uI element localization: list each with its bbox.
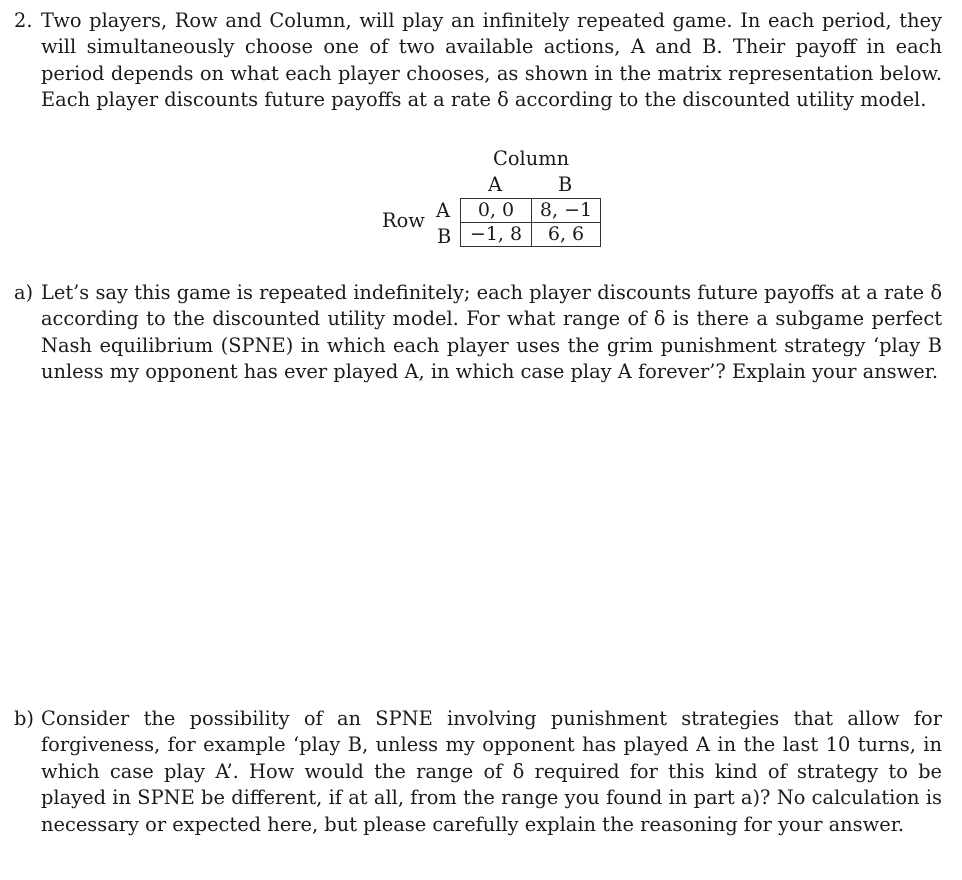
payoff-row-a [461,199,601,223]
question-2 [14,8,942,114]
column-player-label: Column [493,147,570,170]
payoff-table [460,198,601,247]
part-a-text: Let’s say this game is repeated indefinitely; each player discounts future payoffs at a rate δ according to the discounted utility model. For what range of δ is there a subgame perfect Nash equilibrium (SPNE) in which each player uses the grim punishment strategy ‘play B unless my opponent has ever played A, in which case play A forever’? Explain your answer. [41,281,942,384]
part-a [14,280,942,386]
payoff-cell-bb: 6, 6 [532,223,601,247]
row-action-a: A [436,199,451,222]
part-a-label: a) [14,281,34,304]
column-action-b: B [558,173,573,196]
payoff-row-b [461,223,601,247]
part-b-label: b) [14,707,34,730]
column-action-a: A [488,173,503,196]
payoff-matrix [380,144,620,254]
part-b [14,706,942,838]
row-player-label: Row [382,209,425,232]
question-text: Two players, Row and Column, will play an infinitely repeated game. In each period, they will simultaneously choose one of two available actions, A and B. Their payoff in each period depends on what each player chooses, as shown in the matrix representation below. Each player discounts future payoffs at a rate δ according to the discounted utility model. [41,9,942,112]
part-b-text: Consider the possibility of an SPNE involving punishment strategies that allow for forgiveness, for example ‘play B, unless my opponent has played A in the last 10 turns, in which case play A’. How would the range of δ required for this kind of strategy to be played in SPNE be different, if at all, from the range you found in part a)? No calculation is necessary or expected here, but please carefully explain the reasoning for your answer. [41,707,942,836]
payoff-cell-ab: 8, −1 [532,199,601,223]
row-action-b: B [437,225,452,248]
payoff-cell-ba: −1, 8 [461,223,532,247]
payoff-cell-aa: 0, 0 [461,199,532,223]
question-number: 2. [14,9,33,32]
